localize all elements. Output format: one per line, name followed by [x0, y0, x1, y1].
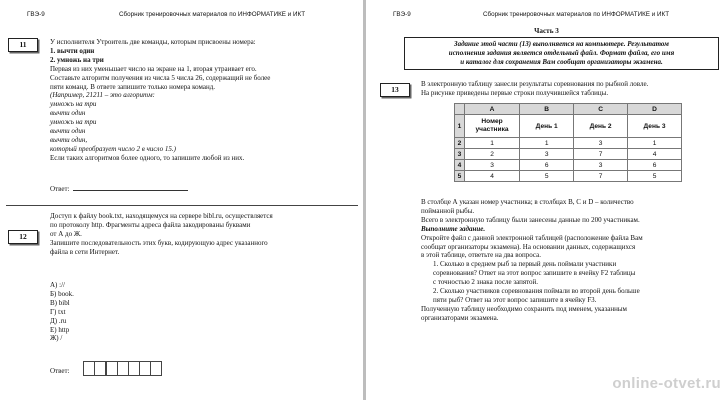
q11-answer — [50, 184, 188, 194]
row-header: 2 — [455, 138, 465, 149]
right-header-code: ГВЭ-9 — [393, 11, 411, 18]
table-cell: 5 — [520, 171, 574, 182]
part-instructions — [404, 37, 719, 70]
watermark: online-otvet.ru — [612, 375, 721, 392]
q13-intro — [421, 80, 648, 98]
table-cell: 4 — [628, 149, 682, 160]
table-cell: 6 — [628, 160, 682, 171]
table-cell: День 1 — [520, 115, 574, 138]
row-header: 4 — [455, 160, 465, 171]
table-row — [455, 104, 682, 115]
table-cell: 3 — [574, 138, 628, 149]
table-cell: 4 — [464, 171, 519, 182]
column-header: D — [628, 104, 682, 115]
table-cell: 7 — [574, 171, 628, 182]
table-cell: 3 — [464, 160, 519, 171]
question-separator — [6, 205, 358, 206]
q13-line: 1. Сколько в среднем рыб за первый день поймали участники — [433, 260, 617, 269]
q13-line: Выполните задание. — [421, 224, 486, 233]
question-11-number: 11 — [8, 38, 38, 52]
row-header: 3 — [455, 149, 465, 160]
q13-line: Всего в электронную таблицу были занесены данные по 200 участникам. — [421, 215, 640, 224]
q12-option: Г) txt — [50, 307, 66, 316]
q11-line: вычти один, — [50, 135, 88, 144]
q12-line: Доступ к файлу book.txt, находящемуся на сервере bibl.ru, осуществляется — [50, 212, 273, 220]
q12-option: В) bibl — [50, 298, 70, 307]
instruction-line: исполнения задания является отдельный файл. Формат файла, его имя — [448, 48, 675, 57]
q13-line: пяти рыб? Ответ на этот вопрос запишите в ячейку F3. — [433, 295, 597, 304]
q12-option: Е) http — [50, 325, 70, 334]
table-row — [455, 115, 682, 138]
row-header: 1 — [455, 115, 465, 138]
question-11-text — [50, 38, 270, 163]
corner-cell — [455, 104, 465, 115]
q12-line: по протоколу http. Фрагменты адреса файла закодированы буквами — [50, 220, 251, 229]
table-cell: Номер участника — [464, 115, 519, 138]
row-header: 5 — [455, 171, 465, 182]
table-row — [455, 160, 682, 171]
table-cell: 3 — [520, 149, 574, 160]
q13-body — [421, 198, 643, 323]
table-cell: 6 — [520, 160, 574, 171]
table-row — [455, 138, 682, 149]
q12-option: А) :// — [50, 281, 65, 289]
right-page — [366, 0, 727, 400]
q11-line: (Например, 21211 – это алгоритм: — [50, 91, 155, 100]
q11-line: умножь на три — [50, 100, 97, 109]
table-cell: 1 — [520, 138, 574, 149]
q12-line: файла в сети Интернет. — [50, 247, 120, 256]
q12-option: Д) .ru — [50, 316, 67, 325]
q12-answer-boxes[interactable] — [84, 361, 162, 376]
q12-answer-label: Ответ: — [50, 367, 70, 375]
q13-line: соревнования? Ответ на этот вопрос запишите в ячейку F2 таблицы — [433, 269, 636, 278]
q13-line: В столбце А указан номер участника; в столбцах B, C и D – количество — [421, 198, 634, 206]
answer-cell[interactable] — [128, 361, 140, 376]
q12-line: от А до Ж. — [50, 229, 82, 238]
part-title: Часть 3 — [534, 27, 559, 35]
q11-answer-field[interactable] — [73, 184, 188, 191]
table-cell: 2 — [464, 149, 519, 160]
q13-line: с точностью 2 знака после запятой. — [433, 278, 539, 287]
q11-line: вычти один — [50, 127, 86, 136]
right-header-title: Сборник тренировочных материалов по ИНФОРМАТИКЕ и ИКТ — [483, 11, 670, 18]
table-cell: 1 — [464, 138, 519, 149]
answer-cell[interactable] — [117, 361, 129, 376]
q11-line: 2. умножь на три — [50, 55, 104, 64]
q11-line: умножь на три — [50, 118, 97, 127]
column-header: C — [574, 104, 628, 115]
q11-answer-label: Ответ: — [50, 185, 70, 193]
table-cell: 7 — [574, 149, 628, 160]
q12-option: Ж) / — [50, 334, 63, 343]
table-row — [455, 149, 682, 160]
question-12-number: 12 — [8, 230, 38, 244]
table-row — [455, 171, 682, 182]
question-13-number: 13 — [380, 83, 410, 97]
left-header-code: ГВЭ-9 — [27, 11, 45, 18]
instruction-line: Задание этой части (13) выполняется на компьютере. Результатом — [454, 40, 669, 48]
q13-intro-line: В электронную таблицу занесли результаты соревнования по рыбной ловле. — [421, 80, 649, 88]
answer-cell[interactable] — [94, 361, 106, 376]
q13-line: организаторами экзамена. — [421, 313, 499, 322]
q11-line: Первая из них уменьшает число на экране на 1, вторая утраивает его. — [50, 64, 257, 73]
q13-line: Откройте файл с данной электронной таблицей (расположение файла Вам — [421, 233, 643, 242]
q11-line: Составьте алгоритм получения из числа 5 числа 26, содержащий не более — [50, 73, 271, 82]
answer-cell[interactable] — [150, 361, 162, 376]
table-cell: День 3 — [628, 115, 682, 138]
answer-cell[interactable] — [106, 361, 118, 376]
q13-line: Полученную таблицу необходимо сохранить под именем, указанным — [421, 304, 627, 313]
q13-line: в этой таблице, ответьте на два вопроса. — [421, 251, 541, 260]
q11-line: вычти один — [50, 109, 86, 118]
q13-line: 2. Сколько участников соревнования поймали во второй день больше — [433, 287, 640, 296]
q12-line: Запишите последовательность этих букв, кодирующую адрес указанного — [50, 238, 268, 247]
table-cell: День 2 — [574, 115, 628, 138]
q11-line: 1. вычти один — [50, 46, 95, 55]
question-12-text — [50, 212, 350, 257]
table-cell: 1 — [628, 138, 682, 149]
left-header-title: Сборник тренировочных материалов по ИНФОРМАТИКЕ и ИКТ — [119, 11, 306, 18]
q12-option: Б) book. — [50, 289, 74, 298]
answer-cell[interactable] — [83, 361, 95, 376]
q11-line: У исполнителя Утроитель две команды, которым присвоены номера: — [50, 38, 256, 46]
spreadsheet-table — [454, 103, 682, 182]
instruction-line: и каталог для сохранения Вам сообщат организаторы экзамена. — [460, 57, 663, 66]
q13-intro-line: На рисунке приведены первые строки получившейся таблицы. — [421, 88, 609, 97]
q11-line: пяти команд. В ответе запишите только номера команд. — [50, 82, 216, 91]
table-cell: 3 — [574, 160, 628, 171]
column-header: A — [464, 104, 519, 115]
table-cell: 5 — [628, 171, 682, 182]
q13-line: сообщат организаторы экзамена). На основании данных, содержащихся — [421, 242, 636, 251]
q11-line: который преобразует число 2 в число 15.) — [50, 144, 176, 153]
q12-options — [50, 281, 74, 343]
q11-line: Если таких алгоритмов более одного, то запишите любой из них. — [50, 153, 245, 162]
column-header: B — [520, 104, 574, 115]
q13-line: пойманной рыбы. — [421, 206, 475, 215]
answer-cell[interactable] — [139, 361, 151, 376]
